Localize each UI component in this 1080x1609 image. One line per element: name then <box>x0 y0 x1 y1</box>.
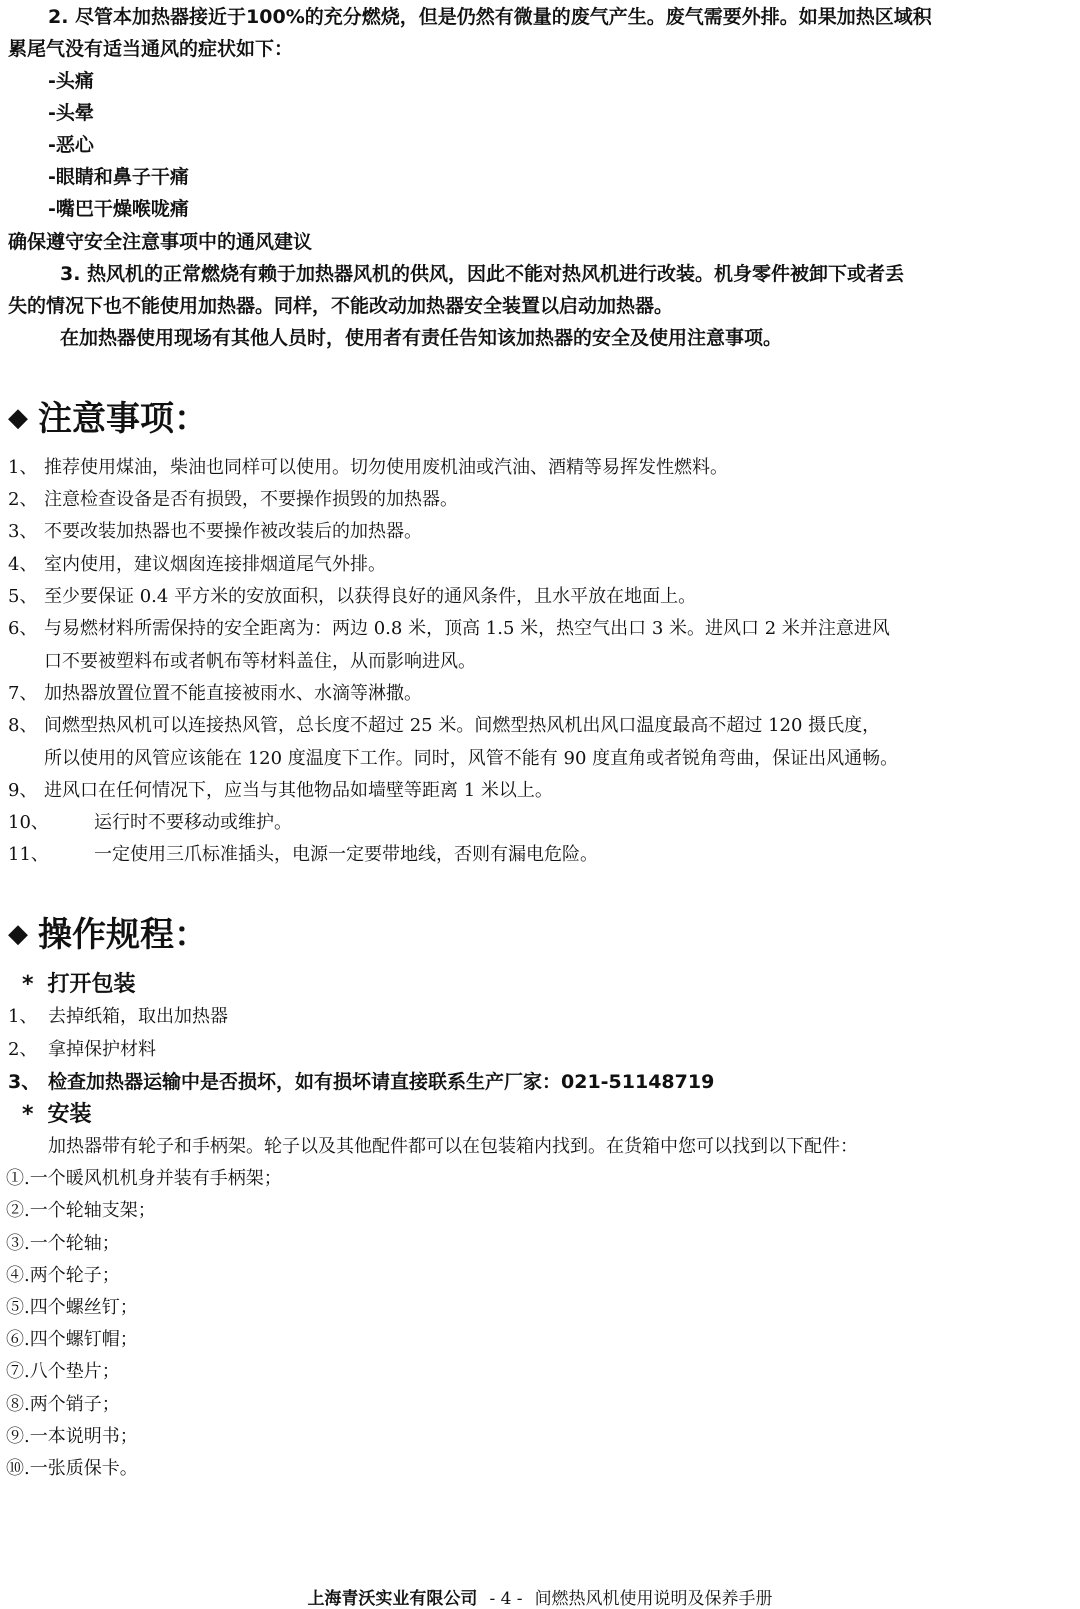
item-text: 进风口在任何情况下，应当与其他物品如墙壁等距离 1 米以上。 <box>44 780 553 801</box>
item-text: 运行时不要移动或维护。 <box>94 812 292 833</box>
notice-item <box>8 459 728 477</box>
notice-item <box>8 556 386 574</box>
item-text: 间燃型热风机可以连接热风管，总长度不超过 25 米。间燃型热风机出风口温度最高不超过 120 摄氏度， <box>44 715 881 736</box>
item-number: 4、 <box>8 554 38 575</box>
unpack-step <box>8 1073 714 1092</box>
symptom-item: -嘴巴干燥喉咙痛 <box>48 198 189 220</box>
notice-item <box>8 491 458 509</box>
notice-item <box>8 523 422 541</box>
paragraph-3-line-1: 3. 热风机的正常燃烧有赖于加热器风机的供风，因此不能对热风机进行改装。机身零件被卸下或者丢 <box>60 263 905 285</box>
item-number: 5、 <box>8 586 38 607</box>
step-text: 拿掉保护材料 <box>48 1039 156 1060</box>
item-number: 6、 <box>8 618 38 639</box>
part-item: ⑦.八个垫片； <box>6 1361 120 1382</box>
footer-manual-title: 间燃热风机使用说明及保养手册 <box>534 1589 773 1609</box>
ventilation-note: 确保遵守安全注意事项中的通风建议 <box>8 231 313 253</box>
paragraph-3-line-2: 失的情况下也不能使用加热器。同样，不能改动加热器安全装置以启动加热器。 <box>8 295 674 317</box>
install-intro: 加热器带有轮子和手柄架。轮子以及其他配件都可以在包装箱内找到。在货箱中您可以找到以下配件： <box>48 1136 858 1157</box>
item-number: 8、 <box>8 715 38 736</box>
page-footer <box>0 1584 1080 1609</box>
paragraph-4: 在加热器使用现场有其他人员时，使用者有责任告知该加热器的安全及使用注意事项。 <box>60 327 783 349</box>
section-heading-operation <box>8 915 208 955</box>
part-item: ③.一个轮轴； <box>6 1233 120 1254</box>
section-heading-notice <box>8 399 208 439</box>
part-item: ①.一个暖风机机身并装有手柄架； <box>6 1168 282 1189</box>
diamond-bullet-icon: ◆ <box>8 403 28 433</box>
part-item: ②.一个轮轴支架； <box>6 1200 156 1221</box>
item-text: 与易燃材料所需保持的安全距离为：两边 0.8 米，顶高 1.5 米，热空气出口 3 米。进风口 2 米并注意进风 <box>44 618 890 639</box>
notice-item <box>8 717 880 735</box>
item-text: 注意检查设备是否有损毁，不要操作损毁的加热器。 <box>44 489 458 510</box>
symptom-item: -恶心 <box>48 134 94 156</box>
paragraph-2-line-1: 2. 尽管本加热器接近于100%的充分燃烧，但是仍然有微量的废气产生。废气需要外排。如果加热区域积 <box>48 6 932 28</box>
paragraph-2-line-2: 累尾气没有适当通风的症状如下： <box>8 38 294 60</box>
subheading-title: 打开包装 <box>47 972 136 997</box>
item-number: 2、 <box>8 489 38 510</box>
footer-page-number: - 4 - <box>489 1589 523 1609</box>
subheading-title: 安装 <box>47 1102 92 1127</box>
step-number: 2、 <box>8 1039 38 1060</box>
part-item: ④.两个轮子； <box>6 1265 120 1286</box>
part-item: ⑧.两个销子； <box>6 1394 120 1415</box>
diamond-bullet-icon: ◆ <box>8 919 28 949</box>
footer-company: 上海青沃实业有限公司 <box>307 1589 478 1609</box>
notice-item <box>8 620 890 638</box>
item-text: 不要改装加热器也不要操作被改装后的加热器。 <box>44 521 422 542</box>
item-text: 至少要保证 0.4 平方米的安放面积，以获得良好的通风条件，且水平放在地面上。 <box>44 586 697 607</box>
subheading-unpack <box>22 974 136 996</box>
item-number: 9、 <box>8 780 38 801</box>
asterisk-bullet-icon: * <box>22 1102 34 1127</box>
part-item: ⑩.一张质保卡。 <box>6 1458 138 1479</box>
item-number: 7、 <box>8 683 38 704</box>
symptom-item: -头痛 <box>48 70 94 92</box>
item-text: 一定使用三爪标准插头，电源一定要带地线，否则有漏电危险。 <box>94 844 598 865</box>
notice-item <box>8 685 422 703</box>
item-number: 3、 <box>8 521 38 542</box>
section-title: 操作规程： <box>38 915 208 955</box>
notice-item <box>8 846 598 864</box>
item-text: 加热器放置位置不能直接被雨水、水滴等淋撒。 <box>44 683 422 704</box>
item-text: 推荐使用煤油，柴油也同样可以使用。切勿使用废机油或汽油、酒精等易挥发性燃料。 <box>44 457 728 478</box>
part-item: ⑤.四个螺丝钉； <box>6 1297 138 1318</box>
section-title: 注意事项： <box>38 399 208 439</box>
notice-item <box>8 782 553 800</box>
step-text: 去掉纸箱，取出加热器 <box>48 1006 228 1027</box>
notice-item-continuation: 所以使用的风管应该能在 120 度温度下工作。同时，风管不能有 90 度直角或者锐角弯曲，保证出风通畅。 <box>44 748 899 769</box>
step-text: 检查加热器运输中是否损坏，如有损坏请直接联系生产厂家：021-51148719 <box>48 1071 715 1093</box>
step-number: 1、 <box>8 1006 38 1027</box>
step-number: 3、 <box>8 1071 41 1093</box>
notice-item <box>8 588 696 606</box>
part-item: ⑥.四个螺钉帽； <box>6 1329 138 1350</box>
unpack-step <box>8 1008 228 1026</box>
item-text: 室内使用，建议烟囱连接排烟道尾气外排。 <box>44 554 386 575</box>
symptom-item: -头晕 <box>48 102 94 124</box>
unpack-step <box>8 1041 156 1059</box>
item-number: 1、 <box>8 457 38 478</box>
notice-item <box>8 814 292 832</box>
subheading-install <box>22 1104 92 1126</box>
item-number: 10、 <box>8 812 49 833</box>
symptom-item: -眼睛和鼻子干痛 <box>48 166 189 188</box>
asterisk-bullet-icon: * <box>22 972 34 997</box>
item-number: 11、 <box>8 844 49 865</box>
notice-item-continuation: 口不要被塑料布或者帆布等材料盖住，从而影响进风。 <box>44 651 476 672</box>
part-item: ⑨.一本说明书； <box>6 1426 138 1447</box>
